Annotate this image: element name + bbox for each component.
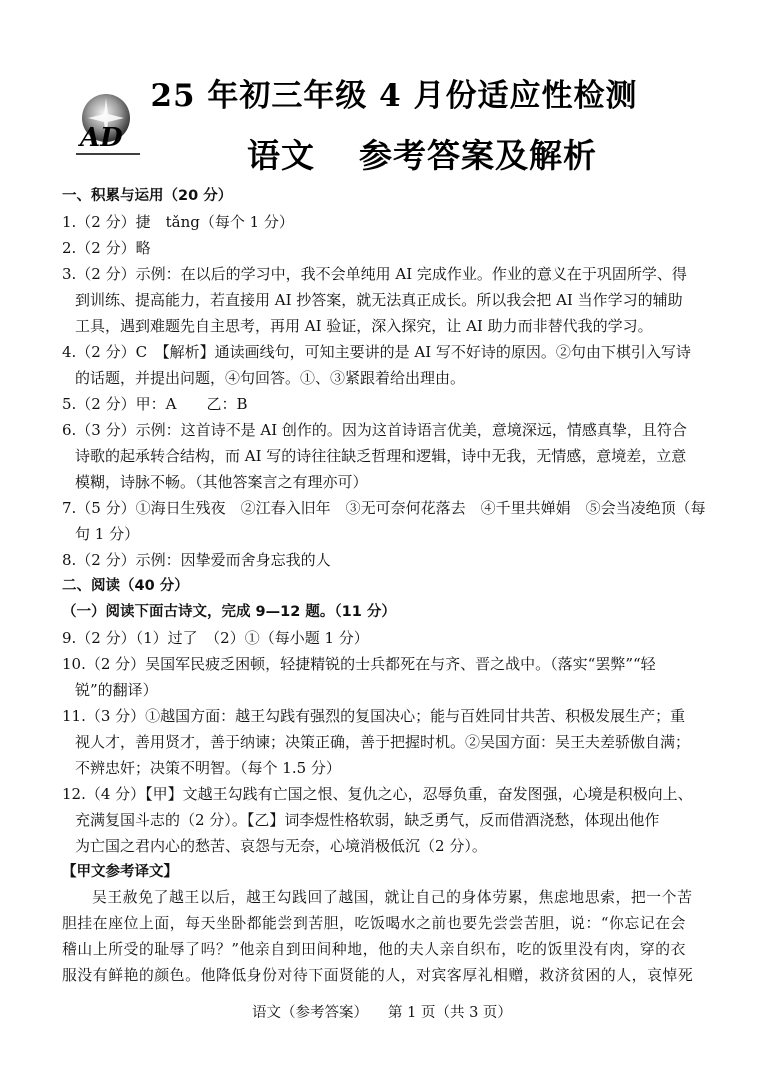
answer-line: 4.（2 分）C 【解析】通读画线句，可知主要讲的是 AI 写不好诗的原因。②句由下棋引入写诗	[62, 343, 691, 361]
footer-subject: 语文（参考答案）	[252, 1005, 369, 1021]
answer-line: 模糊，诗脉不畅。（其他答案言之有理亦可）	[75, 473, 368, 491]
answer-content	[62, 183, 706, 989]
section-heading: 二、阅读（40 分）	[62, 578, 189, 594]
section-heading: 【甲文参考译文】	[62, 864, 178, 880]
page-footer	[0, 1001, 764, 1022]
answer-line: 锐”的翻译）	[75, 681, 158, 699]
answer-line: 稽山上所受的耻辱了吗？”他亲自到田间种地，他的夫人亲自织布，吃的饭里没有肉，穿的衣	[62, 941, 687, 958]
document-subtitle	[0, 130, 764, 177]
answer-line: 视人才，善用贤才，善于纳谏；决策正确，善于把握时机。②吴国方面：吴王夫差骄傲自满；	[75, 733, 691, 751]
answer-line: 为亡国之君内心的愁苦、哀怨与无奈，心境消极低沉（2 分）。	[75, 837, 487, 855]
section-heading: 一、积累与运用（20 分）	[62, 188, 233, 204]
answer-line: 工具，遇到难题先自主思考，再用 AI 验证，深入探究，让 AI 助力而非替代我的学习。	[75, 317, 653, 335]
answer-line: 12.（4 分）【甲】文越王勾践有亡国之恨、复仇之心，忍辱负重，奋发图强，心境是积极向上、	[62, 785, 693, 803]
answer-line: 3.（2 分）示例：在以后的学习中，我不会单纯用 AI 完成作业。作业的意义在于巩固所学、得	[62, 265, 687, 283]
answer-line: 胆挂在座位上面，每天坐卧都能尝到苦胆，吃饭喝水之前也要先尝尝苦胆，说：“你忘记在会	[62, 915, 687, 932]
answer-line: 7.（5 分）①海日生残夜 ②江春入旧年 ③无可奈何花落去 ④千里共婵娟 ⑤会当凌绝顶（每	[62, 499, 706, 517]
answer-line: 吴王赦免了越王以后，越王勾践回了越国，就让自己的身体劳累，焦虑地思索，把一个苦	[92, 889, 693, 906]
answer-line: 的话题，并提出问题，④句回答。①、③紧跟着给出理由。	[75, 369, 466, 387]
answer-line: 句 1 分）	[75, 525, 140, 543]
answer-line: 不辨忠奸；决策不明智。（每个 1.5 分）	[75, 759, 341, 777]
answer-line: 诗歌的起承转合结构，而 AI 写的诗往往缺乏哲理和逻辑，诗中无我，无情感，意境差，立意	[75, 447, 687, 465]
answer-line: 5.（2 分）甲：A 乙：B	[62, 395, 248, 413]
subtitle-subject: 语文	[247, 136, 315, 175]
answer-line: 2.（2 分）略	[62, 239, 151, 257]
section-heading: （一）阅读下面古诗文，完成 9—12 题。（11 分）	[62, 604, 396, 620]
footer-page-number: 第 1 页（共 3 页）	[388, 1005, 512, 1021]
logo-lettering: AD	[80, 123, 123, 153]
answer-line: 1.（2 分）捷 tǎng（每个 1 分）	[62, 213, 294, 231]
answer-line: 10.（2 分）吴国军民疲乏困顿，轻捷精锐的士兵都死在与齐、晋之战中。（落实“罢弊”“轻	[62, 655, 656, 673]
answer-line: 8.（2 分）示例：因挚爱而舍身忘我的人	[62, 551, 331, 569]
answer-line: 到训练、提高能力，若直接用 AI 抄答案，就无法真正成长。所以我会把 AI 当作学习的辅助	[75, 291, 683, 309]
answer-line: 服没有鲜艳的颜色。他降低身份对待下面贤能的人，对宾客厚礼相赠，救济贫困的人，哀悼死	[62, 967, 694, 984]
subtitle-type: 参考答案及解析	[359, 136, 597, 175]
answer-line: 充满复国斗志的（2 分）。【乙】词李煜性格软弱，缺乏勇气，反而借酒浇愁，体现出他作	[75, 811, 660, 829]
answer-line: 11.（3 分）①越国方面：越王勾践有强烈的复国决心；能与百姓同甘共苦、积极发展生产；重	[62, 707, 686, 725]
answer-line: 9.（2 分）（1）过了 （2）①（每小题 1 分）	[62, 629, 369, 647]
answer-line: 6.（3 分）示例：这首诗不是 AI 创作的。因为这首诗语言优美，意境深远，情感真挚，且符合	[62, 421, 687, 439]
document-title: 25 年初三年级 4 月份适应性检测	[150, 78, 638, 114]
